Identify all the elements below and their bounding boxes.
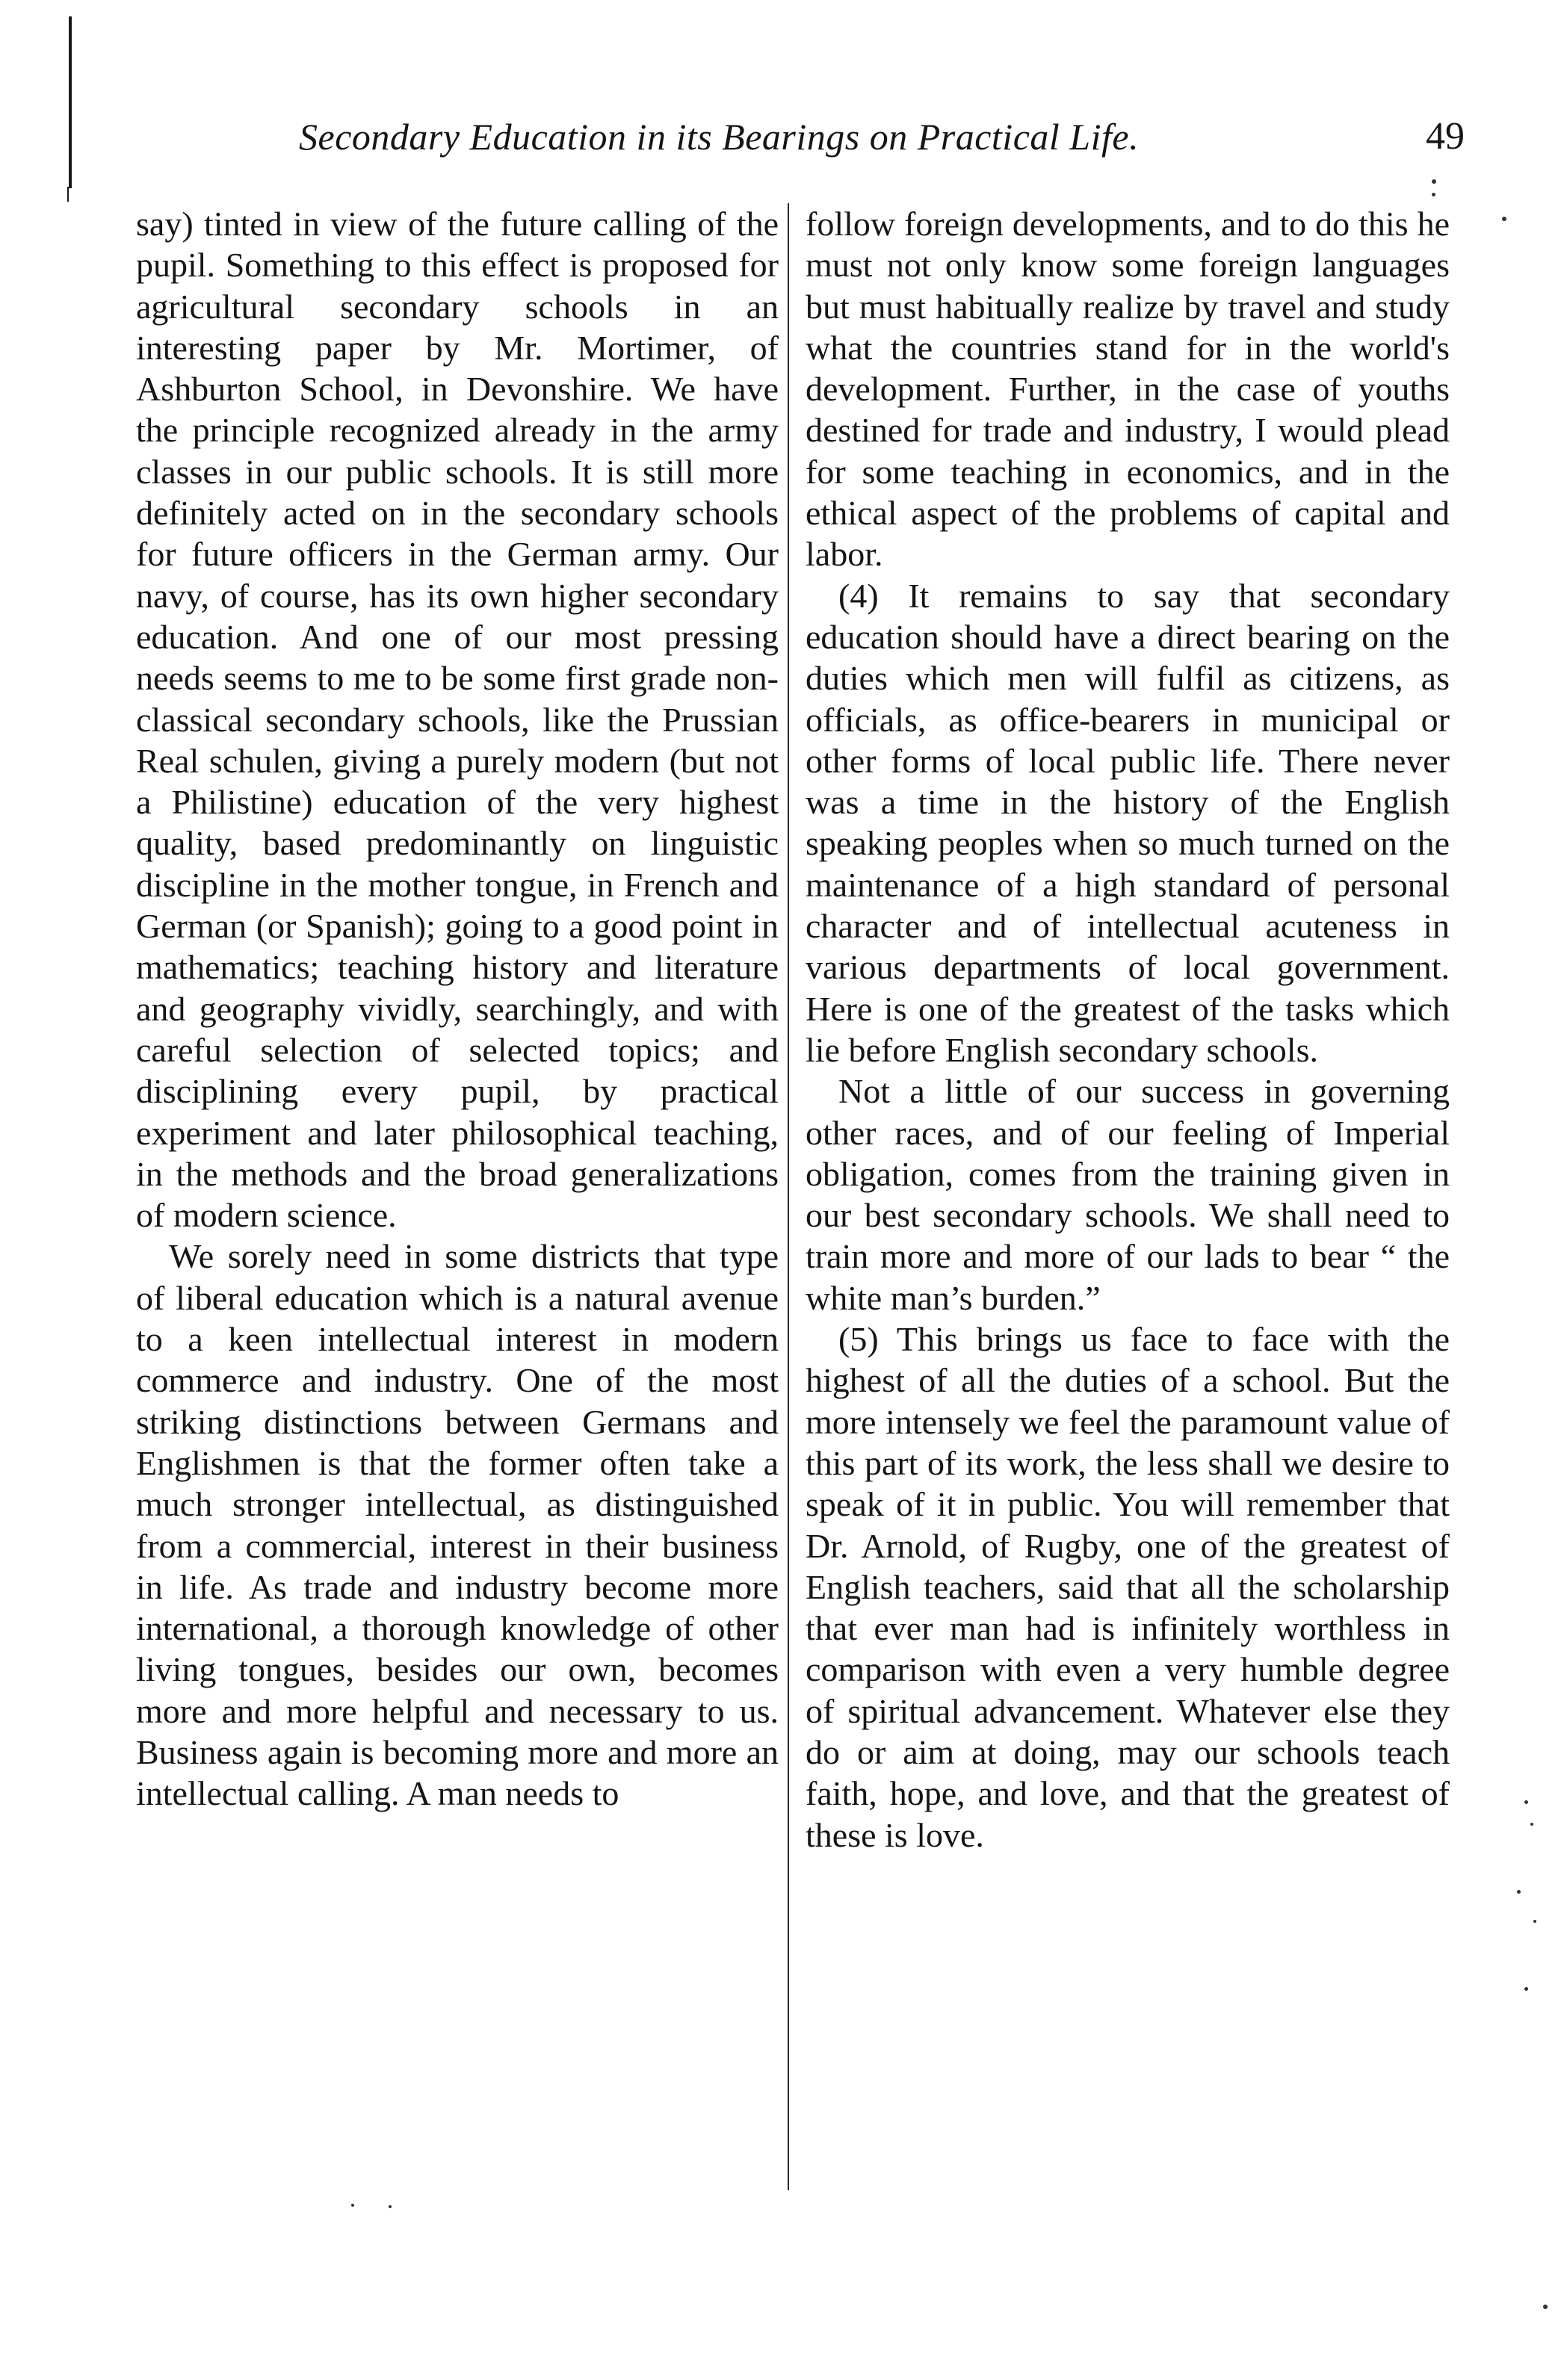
scan-speck (1524, 1800, 1528, 1804)
right-column (806, 203, 1450, 1856)
right-paragraph-4: (5) This brings us face to face with the highest of all the duties of a school. But the more intensely we feel the paramount value of this part of its work, the less shall we desire to speak of it in public. You will remember that Dr. Arnold, of Rugby, one of the greatest of English teachers, said that all the scholarship that ever man had is infinitely worthless in comparison with even a very humble degree of spiritual advancement. Whatever else they do or aim at doing, may our schools teach faith, hope, and love, and that the greatest of these is love. (806, 1320, 1450, 1854)
right-paragraph-3: Not a little of our success in governing other races, and of our feeling of Imperial obligation, comes from the training given in our best secondary schools. We shall need to train more and more of our lads to bear “ the white man’s burden.” (806, 1072, 1450, 1317)
page-header (299, 111, 1465, 170)
scan-speck (389, 2205, 392, 2208)
scan-speck (1432, 193, 1435, 196)
page-number: 49 (1426, 115, 1465, 158)
page-edge-rule-tail (67, 187, 69, 202)
scan-speck (351, 2204, 354, 2207)
scan-speck (1517, 1890, 1521, 1894)
page-edge-rule (69, 16, 72, 188)
running-title: Secondary Education in its Bearings on Practical Life. (299, 116, 1140, 158)
right-paragraph-2: (4) It remains to say that secondary education should have a direct bearing on the duties which men will fulfil as citizens, as officials, as office-bearers in municipal or other forms of local public life. There never was a time in the history of the English speaking peoples when so much turned on the maintenance of a high standard of personal character and of intellectual acuteness in various departments of local government. Here is one of the greatest of the tasks which lie before English secondary schools. (806, 576, 1450, 1069)
right-paragraph-1: follow foreign developments, and to do this he must not only know some foreign languages but must habitually realize by travel and study what the countries stand for in the world's development. Further, in the case of youths destined for trade and industry, I would plead for some teaching in economics, and in the ethical aspect of the problems of capital and labor. (806, 205, 1450, 574)
left-paragraph-1: say) tinted in view of the future calling of the pupil. Something to this effect is proposed for agricultural secondary schools in an interesting paper by Mr. Mortimer, of Ashburton School, in Devonshire. We have the principle recognized already in the army classes in our public schools. It is still more definitely acted on in the secondary schools for future officers in the German army. Our navy, of course, has its own higher secondary education. And one of our most pressing needs seems to me to be some first grade non-classical secondary schools, like the Prussian Real schulen, giving a purely modern (but not a Philistine) education of the very highest quality, based predominantly on linguistic discipline in the mother tongue, in French and German (or Spanish); going to a good point in mathematics; teaching history and literature and geography vividly, searchingly, and with careful selection of selected topics; and disciplining every pupil, by practical experiment and later philosophical teaching, in the methods and the broad generalizations of modern science. (136, 205, 779, 1235)
left-column (136, 203, 779, 1815)
scan-speck (1432, 179, 1436, 184)
scan-speck (1530, 1823, 1533, 1826)
left-paragraph-2: We sorely need in some districts that type of liberal education which is a natural avenue to a keen intellectual interest in modern commerce and industry. One of the most striking distinctions between Germans and Englishmen is that the former often take a much stronger intellectual, as distinguished from a commercial, interest in their business in life. As trade and industry become more international, a thorough knowledge of other living tongues, besides our own, becomes more and more helpful and necessary to us. Business again is becoming more and more an intellectual calling. A man needs to (136, 1237, 779, 1813)
scan-speck (1533, 1920, 1536, 1923)
scan-speck (1524, 1987, 1528, 1991)
scan-speck (1543, 2305, 1548, 2309)
column-divider (788, 203, 789, 2190)
scan-speck (1502, 217, 1506, 221)
